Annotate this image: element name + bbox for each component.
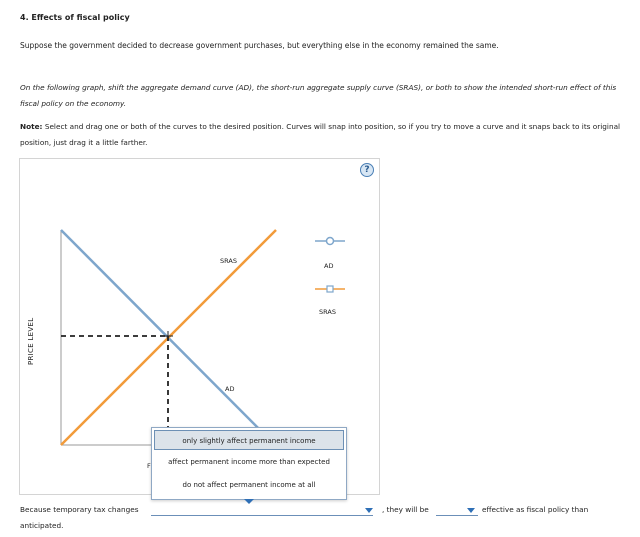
answer-continuation: anticipated. <box>20 521 64 530</box>
help-icon[interactable]: ? <box>360 163 374 177</box>
dropdown-option[interactable]: do not affect permanent income at all <box>182 481 316 489</box>
question-instruction: On the following graph, shift the aggregate demand curve (AD), the short-run aggregate supply curve (SRAS), or both to show the intended short-run effect of this fiscal policy on the economy. <box>20 83 617 108</box>
note-body: Select and drag one or both of the curves to the desired position. Curves will snap into position, so if you try to move a curve and it snaps back to its original position, just drag it a little farther. <box>20 122 621 147</box>
effectiveness-select[interactable] <box>436 515 478 516</box>
note-label: Note: <box>20 122 43 131</box>
dropdown-option[interactable]: affect permanent income more than expected <box>168 458 330 466</box>
question-intro: Suppose the government decided to decrease government purchases, but everything else in the economy remained the same. <box>20 41 499 50</box>
dropdown-option-selected[interactable]: only slightly affect permanent income <box>154 430 344 450</box>
chevron-down-icon[interactable] <box>467 508 475 513</box>
legend-ad-label[interactable]: AD <box>324 262 334 270</box>
permanent-income-select[interactable] <box>151 515 373 516</box>
dropdown-pointer-icon <box>244 499 254 504</box>
x-axis-label-fragment: F <box>147 462 151 470</box>
legend-ad-marker <box>327 238 334 245</box>
chevron-down-icon[interactable] <box>365 508 373 513</box>
permanent-income-dropdown-menu[interactable] <box>151 427 347 500</box>
answer-mid: , they will be <box>382 505 429 514</box>
y-axis-label: PRICE LEVEL <box>27 317 35 365</box>
legend-sras-label[interactable]: SRAS <box>319 308 336 316</box>
legend-sras-marker <box>327 286 333 292</box>
answer-prefix: Because temporary tax changes <box>20 505 139 514</box>
sras-curve-label: SRAS <box>220 257 237 265</box>
ad-curve-label: AD <box>225 385 235 393</box>
answer-suffix: effective as fiscal policy than <box>482 505 589 514</box>
question-title: 4. Effects of fiscal policy <box>20 13 130 22</box>
